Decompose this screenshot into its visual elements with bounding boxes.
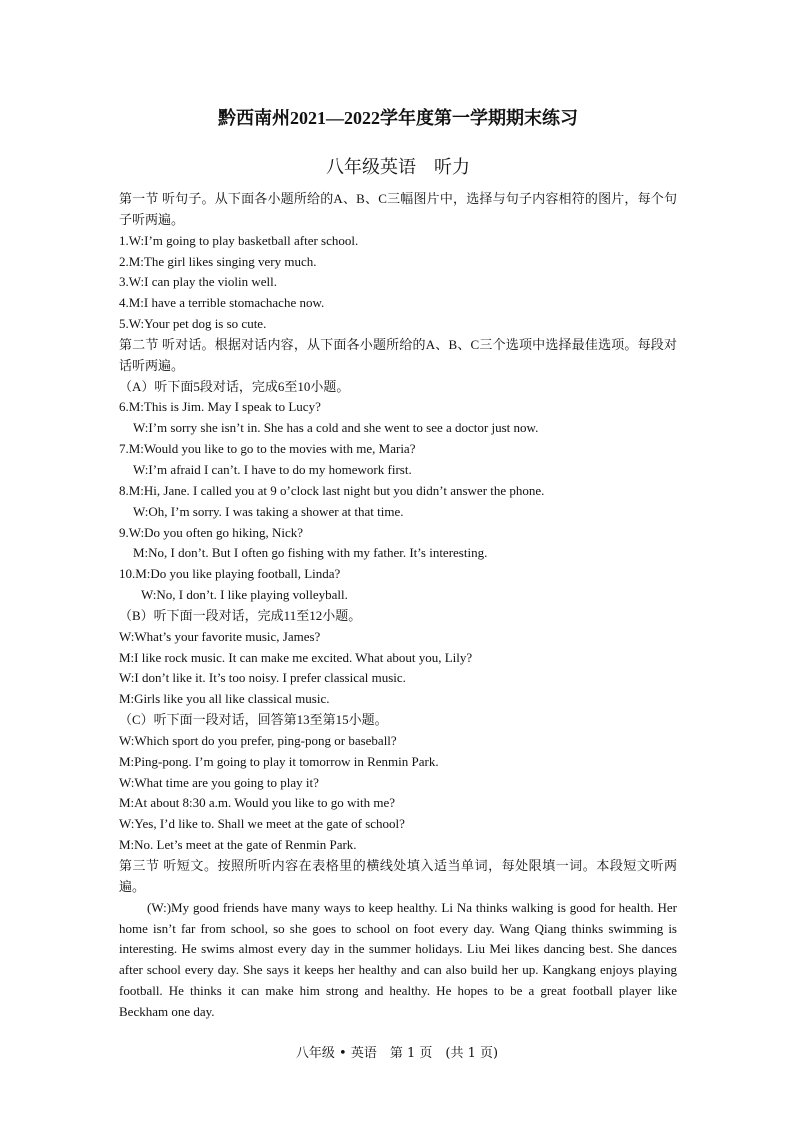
document-page bbox=[119, 100, 677, 1023]
passage-paragraph: (W:)My good friends have many ways to keep healthy. Li Na thinks walking is good for health. Her home isn’t far from school, so she goes to school on foot every day. Wang Qiang thinks swimming is interesting. He swims almost every day in the summer holidays. Liu Mei likes dancing best. She dances after school every day. She says it keeps her healthy and can also build her up. Kangkang enjoys playing football. He thinks it can make him strong and healthy. He hopes to be a great football player like Beckham one day. bbox=[119, 899, 677, 1019]
dialogue-line: M:No, I don’t. But I often go fishing with my father. It’s interesting. bbox=[133, 545, 488, 561]
list-item: 5.W:Your pet dog is so cute. bbox=[119, 316, 267, 332]
dialogue-line: M:Girls like you all like classical music. bbox=[119, 691, 330, 707]
dialogue-line: 9.W:Do you often go hiking, Nick? bbox=[119, 524, 304, 540]
dialogue-line: W:Which sport do you prefer, ping-pong or baseball? bbox=[119, 732, 397, 748]
dialogue-line: 8.M:Hi, Jane. I called you at 9 o’clock last night but you didn’t answer the phone. bbox=[119, 482, 545, 498]
dialogue-line: 7.M:Would you like to go to the movies with me, Maria? bbox=[119, 441, 416, 457]
dialogue-line: W:I’m afraid I can’t. I have to do my homework first. bbox=[133, 461, 412, 477]
part-a-intro: （A）听下面5段对话，完成6至10小题。 bbox=[119, 378, 350, 394]
page-footer: 八年级 • 英语 第 1 页 (共 1 页) bbox=[295, 1046, 499, 1061]
dialogue-line: M:Ping-pong. I’m going to play it tomorrow in Renmin Park. bbox=[119, 753, 439, 769]
dialogue-line: 10.M:Do you like playing football, Linda? bbox=[119, 566, 341, 582]
dialogue-line: 6.M:This is Jim. May I speak to Lucy? bbox=[119, 399, 321, 415]
dialogue-line: M:At about 8:30 a.m. Would you like to go with me? bbox=[119, 795, 396, 811]
section2-heading: 第二节 听对话。根据对话内容，从下面各小题所给的A、B、C三个选项中选择最佳选项。每段对话听两遍。 bbox=[119, 336, 677, 373]
list-item: 1.W:I’m going to play basketball after school. bbox=[119, 232, 359, 248]
part-b-intro: （B）听下面一段对话，完成11至12小题。 bbox=[119, 607, 362, 623]
dialogue-line: W:I don’t like it. It’s too noisy. I prefer classical music. bbox=[119, 670, 406, 686]
dialogue-line: W:I’m sorry she isn’t in. She has a cold and she went to see a doctor just now. bbox=[133, 420, 539, 436]
list-item: 3.W:I can play the violin well. bbox=[119, 274, 277, 290]
dialogue-line: W:Yes, I’d like to. Shall we meet at the gate of school? bbox=[119, 816, 405, 832]
dialogue-line: W:Oh, I’m sorry. I was taking a shower at that time. bbox=[133, 503, 404, 519]
dialogue-line: M:I like rock music. It can make me excited. What about you, Lily? bbox=[119, 649, 473, 665]
list-item: 4.M:I have a terrible stomachache now. bbox=[119, 295, 325, 311]
dialogue-line: M:No. Let’s meet at the gate of Renmin Park. bbox=[119, 837, 357, 853]
section3-heading: 第三节 听短文。按照所听内容在表格里的横线处填入适当单词，每处限填一词。本段短文听两遍。 bbox=[119, 858, 677, 894]
list-item: 2.M:The girl likes singing very much. bbox=[119, 253, 317, 269]
page-title: 黔西南州2021—2022学年度第一学期期末练习 bbox=[218, 108, 578, 128]
page-subtitle: 八年级英语 听力 bbox=[326, 157, 470, 177]
dialogue-line: W:What’s your favorite music, James? bbox=[119, 628, 321, 644]
section1-heading: 第一节 听句子。从下面各小题所给的A、B、C三幅图片中，选择与句子内容相符的图片，每个句子听两遍。 bbox=[119, 191, 677, 227]
dialogue-line: W:No, I don’t. I like playing volleyball. bbox=[141, 587, 348, 603]
dialogue-line: W:What time are you going to play it? bbox=[119, 774, 319, 790]
part-c-intro: （C）听下面一段对话，回答第13至第15小题。 bbox=[119, 712, 388, 728]
